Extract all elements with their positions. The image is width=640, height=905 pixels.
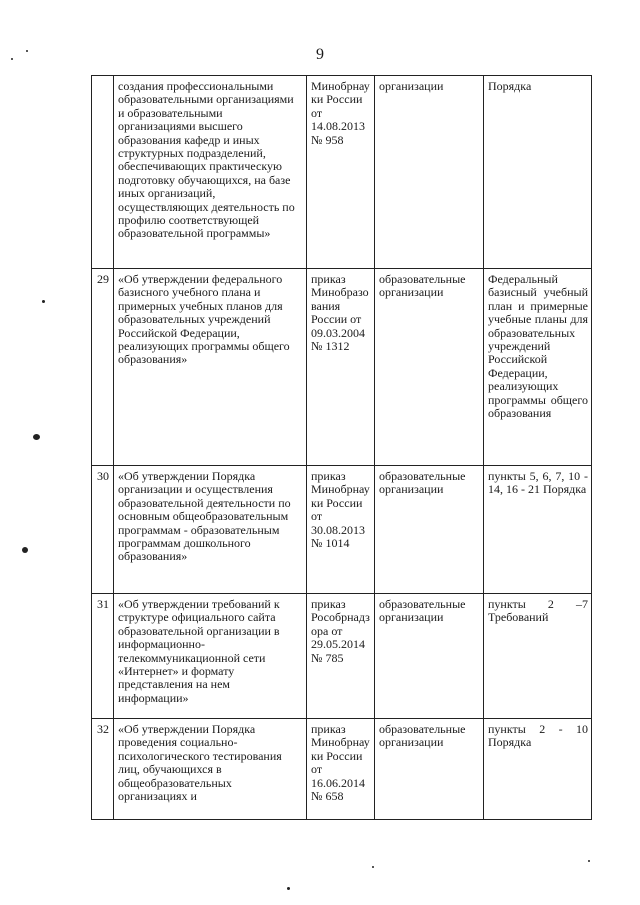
table-row [92, 594, 592, 719]
scope-cell: пункты 5, 6, 7, 10 - 14, 16 - 21 Порядка [484, 466, 592, 594]
act-reference: Минобрнау ки России от 14.08.2013 № 958 [307, 76, 375, 269]
act-reference: приказ Минобрнау ки России от 30.08.2013 № 1014 [307, 466, 375, 594]
scan-speck [42, 300, 45, 303]
row-number [92, 76, 114, 269]
scan-speck [287, 887, 290, 890]
table-row [92, 269, 592, 466]
scan-speck [11, 58, 13, 60]
act-title: «Об утверждении федерального базисного учебного плана и примерных учебных планов для образовательных учреждений Российской Федерации, реализующих программы общего образования» [114, 269, 307, 466]
scan-speck [22, 547, 28, 553]
subjects-cell: образовательные организации [375, 594, 484, 719]
subjects-cell: образовательные организации [375, 719, 484, 820]
table-row [92, 466, 592, 594]
act-reference: приказ Минобрнау ки России от 16.06.2014 № 658 [307, 719, 375, 820]
scan-speck [33, 434, 40, 440]
scan-speck [372, 866, 374, 868]
subjects-cell: образовательные организации [375, 269, 484, 466]
act-title: создания профессиональными образовательными организациями и образовательными организациями высшего образования кафедр и иных структурных подразделений, обеспечивающих практическую подготовку обучающихся, на базе иных организаций, осуществляющих деятельность по профилю соответствующей образовательной программы» [114, 76, 307, 269]
scope-cell: пункты 2 –7 Требований [484, 594, 592, 719]
scope-cell: Порядка [484, 76, 592, 269]
subjects-cell: образовательные организации [375, 466, 484, 594]
requirements-table [91, 75, 592, 820]
act-reference: приказ Рособрнадз ора от 29.05.2014 № 785 [307, 594, 375, 719]
scan-speck [26, 50, 28, 52]
row-number: 29 [92, 269, 114, 466]
table-row [92, 719, 592, 820]
scan-speck [588, 860, 590, 862]
act-title: «Об утверждении Порядка организации и осуществления образовательной деятельности по основным общеобразовательным программам - образовательным программам дошкольного образования» [114, 466, 307, 594]
act-reference: приказ Минобразо вания России от 09.03.2004 № 1312 [307, 269, 375, 466]
table-row [92, 76, 592, 269]
page-number: 9 [316, 46, 324, 63]
row-number: 30 [92, 466, 114, 594]
scope-cell: Федеральный базисный учебный план и примерные учебные планы для образовательных учреждений Российской Федерации, реализующих программы общего образования [484, 269, 592, 466]
scope-cell: пункты 2 - 10 Порядка [484, 719, 592, 820]
subjects-cell: организации [375, 76, 484, 269]
row-number: 31 [92, 594, 114, 719]
act-title: «Об утверждении требований к структуре официального сайта образовательной организации в информационно-телекоммуникационной сети «Интернет» и формату представления на нем информации» [114, 594, 307, 719]
row-number: 32 [92, 719, 114, 820]
act-title: «Об утверждении Порядка проведения социально-психологического тестирования лиц, обучающихся в общеобразовательных организациях и [114, 719, 307, 820]
